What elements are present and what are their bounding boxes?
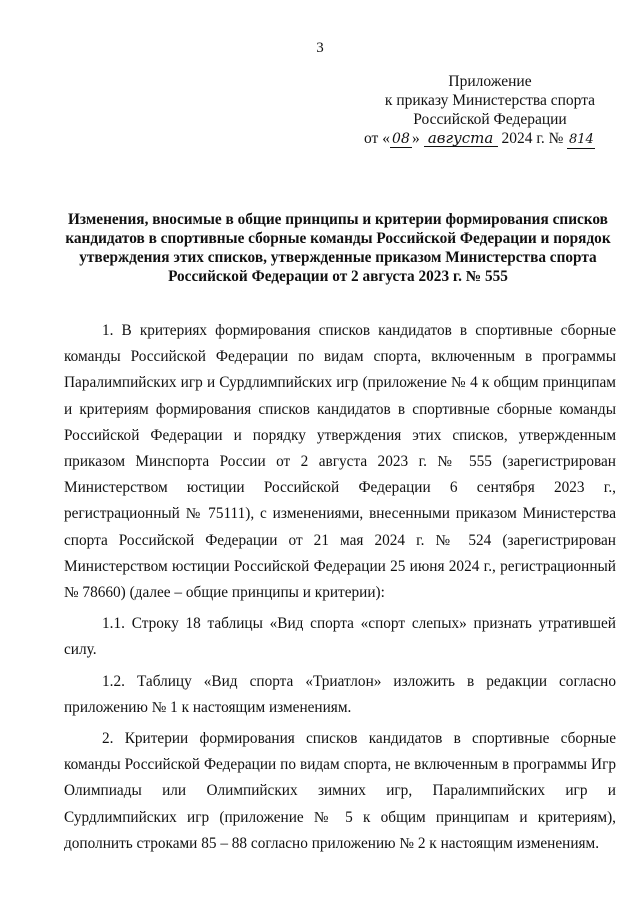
- paragraph-1: 1. В критериях формирования списков кандидатов в спортивные сборные команды Российской Федерации по видам спорта, включенным в программы Паралимпийских игр и Сурдлимпийских игр (приложение № 4 к общим принципам и критериям формирования списков кандидатов в спортивные сборные команды Российской Федерации и порядку утверждения этих списков, утвержденным приказом Минспорта России от 2 августа 2023 г. № 555 (зарегистрирован Министерством юстиции Российской Федерации 6 сентября 2023 г., регистрационный № 75111), с изменениями, внесенными приказом Министерства спорта Российской Федерации от 21 мая 2024 г. № 524 (зарегистрирован Министерством юстиции Российской Федерации 25 июня 2024 г., регистрационный № 78660) (далее – общие принципы и критерии):: [64, 322, 616, 602]
- handwritten-month: августа: [424, 130, 498, 147]
- appendix-block: [360, 72, 620, 129]
- paragraph-1-1: 1.1. Строку 18 таблицы «Вид спорта «спорт слепых» признать утратившей силу.: [64, 615, 616, 659]
- paragraph-1-2: 1.2. Таблицу «Вид спорта «Триатлон» изложить в редакции согласно приложению № 1 к настоящим изменениям.: [64, 672, 616, 716]
- document-title: Изменения, вносимые в общие принципы и критерии формирования списков кандидатов в спортивные сборные команды Российской Федерации и порядок утверждения этих списков, утвержденные приказом Министерства спорта Российской Федерации от 2 августа 2023 г. № 555: [65, 211, 611, 285]
- date-prefix: от «: [364, 130, 390, 147]
- paragraph-2: 2. Критерии формирования списков кандидатов в спортивные сборные команды Российской Федерации по видам спорта, не включенным в программы Игр Олимпиады или Олимпийских зимних игр, Паралимпийских игр и Сурдлимпийских игр (приложение № 5 к общим принципам и критериям), дополнить строками 85 – 88 согласно приложению № 2 к настоящим изменениям.: [64, 730, 616, 852]
- appendix-label: Приложение: [448, 73, 532, 90]
- handwritten-day: 08: [390, 131, 412, 148]
- appendix-ministry: Российской Федерации: [413, 111, 567, 128]
- document-body: [64, 318, 616, 862]
- date-year: 2024 г. №: [501, 130, 564, 147]
- date-quote-close: »: [411, 130, 420, 147]
- page-number: 3: [316, 40, 324, 56]
- appendix-order-ref: к приказу Министерства спорта: [384, 92, 596, 109]
- appendix-date-line: [364, 128, 620, 150]
- handwritten-order-number: 814: [568, 132, 594, 147]
